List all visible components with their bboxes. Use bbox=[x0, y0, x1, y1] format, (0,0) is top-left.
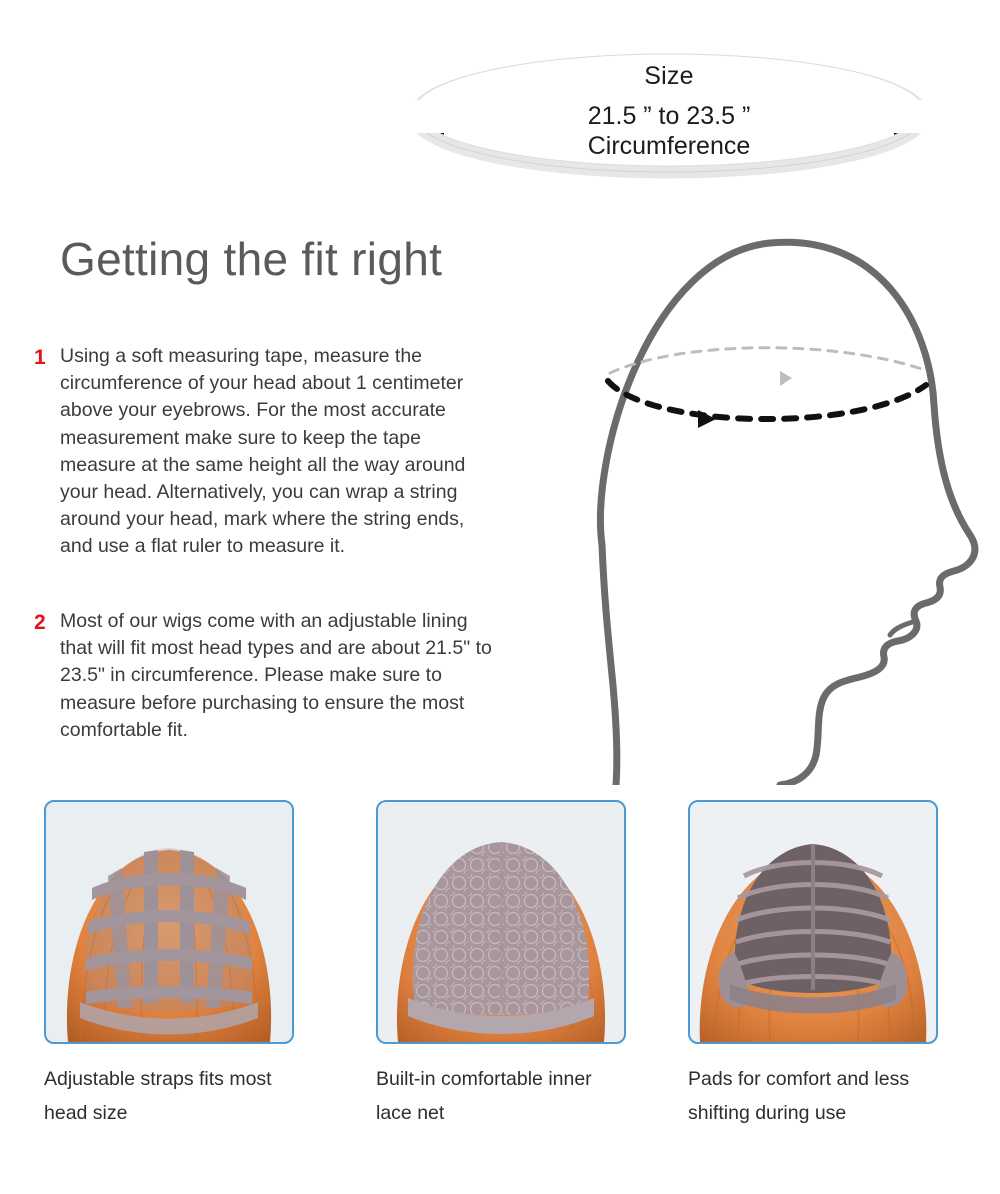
feature-card-caption: Built-in comfortable inner lace net bbox=[376, 1068, 592, 1124]
page-title: Getting the fit right bbox=[60, 233, 443, 285]
step-text: Most of our wigs come with an adjustable lining that will fit most head types and are about 21.5" to 23.5" in circumference. Please make sure to measure before purchasing to ensure the most comfortable fit. bbox=[60, 610, 492, 741]
feature-card-adjustable-straps bbox=[44, 800, 292, 1130]
feature-card-caption: Pads for comfort and less shifting during use bbox=[688, 1068, 910, 1124]
feature-cards bbox=[0, 800, 1000, 1160]
wig-cap-pads-image bbox=[688, 800, 938, 1044]
feature-card-caption: Adjustable straps fits most head size bbox=[44, 1068, 272, 1124]
step-text: Using a soft measuring tape, measure the circumference of your head about 1 centimeter above your eyebrows. For the most accurate measurement make sure to keep the tape measure at the same height all the way around your head. Alternatively, you can wrap a string around your head, mark where the string ends, and use a flat ruler to measure it. bbox=[60, 345, 466, 558]
feature-card-inner-lace-net bbox=[376, 800, 624, 1130]
instruction-step-1 bbox=[34, 343, 496, 561]
instruction-step-2 bbox=[34, 608, 496, 744]
size-value: 21.5 ” to 23.5 ” bbox=[410, 100, 928, 133]
wig-cap-lace-image bbox=[376, 800, 626, 1044]
step-number: 2 bbox=[34, 611, 46, 634]
step-number: 1 bbox=[34, 346, 46, 369]
head-measurement-illustration bbox=[530, 215, 1000, 785]
wig-cap-straps-image bbox=[44, 800, 294, 1044]
circumference-label: Circumference bbox=[587, 132, 751, 160]
feature-card-pads bbox=[688, 800, 936, 1130]
size-label: Size bbox=[644, 62, 694, 90]
